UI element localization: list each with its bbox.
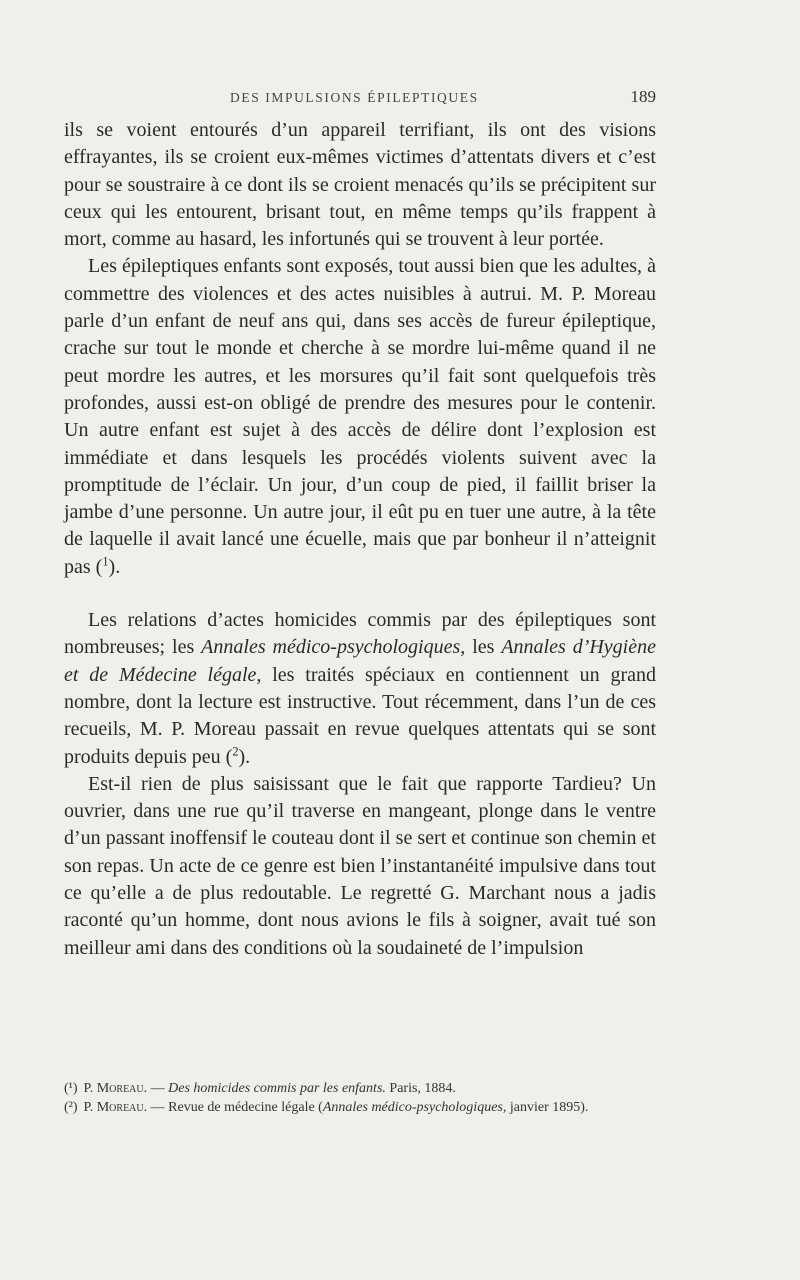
running-title: DES IMPULSIONS ÉPILEPTIQUES [230,90,479,105]
paragraph-2 [64,253,656,581]
journal-title-annales-hygiene: Annales d’Hygiène et de Médecine légale, [64,636,656,686]
footnote-2-title: Annales médico-psychologiques, [322,1099,507,1115]
footnote-2 [64,1099,656,1118]
footnote-1-rest: Paris, 1884. [385,1081,456,1096]
footnote-1-mark: (¹) [64,1081,78,1096]
footnote-1-title: Des homicides commis par les enfants. [168,1081,386,1096]
footnote-ref-1: 1 [102,554,109,569]
page-number: 189 [630,87,656,106]
footnote-2-mark: (²) [64,1099,78,1115]
footnote-1-dash: — [147,1081,169,1096]
paragraph-3-text-b: les [465,636,502,659]
footnote-2-pre: Revue de médecine légale ( [168,1099,323,1115]
paragraph-1: ils se voient entourés d’un appareil terrifiant, ils ont des visions effrayantes, ils se croient eux-mêmes victimes d’attentats divers et c’est pour se soustraire à ce dont ils se croient menacés qu’ils se précipitent sur ceux qui les entourent, brisant tout, en même temps qu’ils frappent à mort, comme au hasard, les infortunés qui se trouvent à leur portée. [64,119,656,251]
journal-title-annales-mp: Annales médico-psychologiques, [201,636,466,659]
paragraph-2-end: ). [108,555,121,578]
footnote-2-dash: — [147,1099,169,1115]
paragraph-2-text: Les épileptiques enfants sont exposés, tout aussi bien que les adultes, à commettre des violences et des actes nuisibles à autrui. M. P. Moreau parle d’un enfant de neuf ans qui, dans ses accès de fureur épileptique, crache sur tout le monde et cherche à se mordre lui-même quand il ne peut mordre les autres, et les morsures qu’il fait sont quelquefois très profondes, aussi est-on obligé de prendre des mesures pour le contenir. Un autre enfant est sujet à des accès de délire dont l’explosion est immédiate et dans lesquels les procédés violents suivent avec la promptitude de l’éclair. Un jour, d’un coup de pied, il faillit briser la jambe d’une personne. Un autre jour, il eût pu en tuer une autre, à la tête de laquelle il avait lancé une écuelle, mais que par bonheur il n’atteignit pas ( [64,255,656,578]
running-head [64,80,656,110]
footnote-1 [64,1080,656,1099]
paragraph-3 [64,607,656,771]
paragraph-3-text-c: les traités spéciaux en contiennent un grand nombre, dont la lecture est instructive. Tout récemment, dans l’un de ces recueils, M. P. Moreau passait en revue quelques attentats qui se sont produits depuis peu ( [64,663,656,768]
footnotes [64,1080,656,1117]
paragraph-3-text-a: Les relations d’actes homicides commis par des épileptiques sont nombreuses; les [64,609,656,659]
paragraph-3-end: ). [238,745,251,768]
footnote-ref-2: 2 [232,743,239,758]
footnote-2-rest: janvier 1895). [506,1099,589,1115]
footnote-2-author: P. Moreau. [83,1099,148,1115]
footnote-1-author: P. Moreau. [83,1081,148,1096]
body-text [64,117,656,962]
paragraph-4: Est-il rien de plus saisissant que le fait que rapporte Tardieu? Un ouvrier, dans une rue qu’il traverse en mangeant, plonge dans le ventre d’un passant inoffensif le couteau dont il se sert et continue son chemin et son repas. Un acte de ce genre est bien l’instantanéité impulsive dans tout ce qu’elle a de plus redoutable. Le regretté G. Marchant nous a jadis raconté qu’un homme, dont nous avions le fils à soigner, avait tué son meilleur ami dans des conditions où la soudaineté de l’impulsion [64,772,656,959]
